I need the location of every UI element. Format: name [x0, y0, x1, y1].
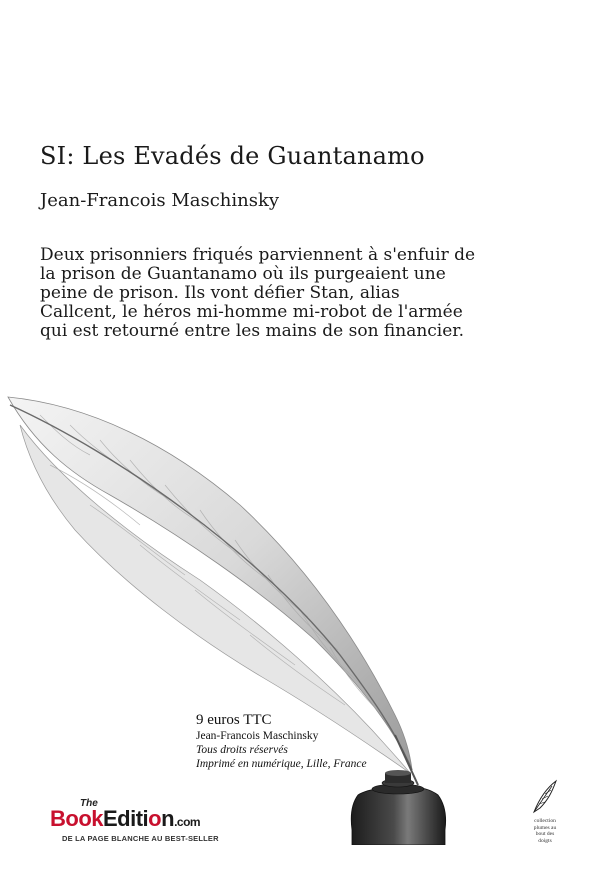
feather-icon: [530, 778, 560, 814]
logo-edition: Editi: [103, 806, 149, 831]
logo-tagline: DE LA PAGE BLANCHE AU BEST-SELLER: [62, 834, 219, 843]
publisher-logo: [50, 800, 250, 845]
logo-o: o: [148, 806, 162, 831]
logo-the: The: [80, 798, 98, 809]
logo-book: Book: [50, 806, 103, 831]
book-blurb: Deux prisonniers friqués parviennent à s'enfuir de la prison de Guantanamo où ils purgeaient une peine de prison. Ils vont défier Stan, alias Callcent, le héros mi-homme mi-robot de l'armée qui est retourné entre les mains de son financier.: [40, 245, 476, 341]
rights-line: Tous droits réservés: [196, 744, 288, 756]
author-line: Jean-Francois Maschinsky: [196, 730, 319, 742]
logo-com: .com: [174, 815, 201, 829]
collection-label: collection plumes au bout des doigts: [533, 818, 557, 844]
logo-n: n: [161, 806, 175, 831]
printed-line: Imprimé en numérique, Lille, France: [196, 758, 367, 770]
price: 9 euros TTC: [196, 712, 272, 728]
book-author: Jean-Francois Maschinsky: [40, 190, 280, 211]
book-title: SI: Les Evadés de Guantanamo: [40, 142, 425, 170]
price-block: [196, 712, 367, 771]
logo-wordmark: [50, 806, 200, 832]
quill-inkwell-illustration: [0, 385, 470, 845]
